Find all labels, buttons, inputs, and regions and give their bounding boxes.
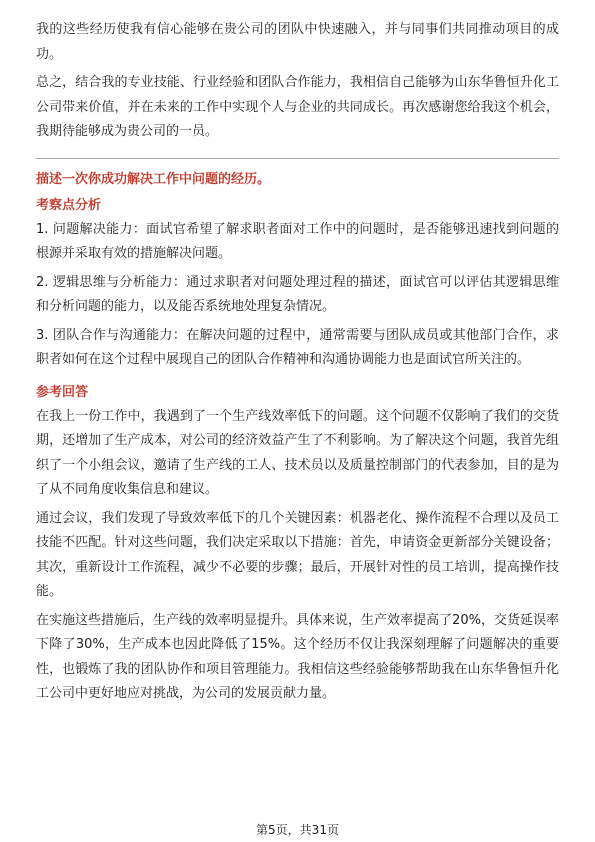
- answer-paragraph: 通过会议，我们发现了导致效率低下的几个关键因素：机器老化、操作流程不合理以及员工技能不匹配。针对这些问题，我们决定采取以下措施：首先，申请资金更新部分关键设备；其次，重新设计工作流程，减少不必要的步骤；最后，开展针对性的员工培训，提高操作技能。: [36, 510, 559, 599]
- analysis-item: 1. 问题解决能力：面试官希望了解求职者面对工作中的问题时，是否能够迅速找到问题的根源并采取有效的措施解决问题。: [36, 221, 559, 261]
- page-footer: 第5页，共31页: [256, 823, 339, 837]
- analysis-title: 考察点分析: [36, 197, 102, 213]
- question-heading: 描述一次你成功解决工作中问题的经历。: [36, 171, 271, 187]
- section-divider: [36, 158, 559, 159]
- answer-paragraph: 在我上一份工作中，我遇到了一个生产线效率低下的问题。这个问题不仅影响了我们的交货期，还增加了生产成本，对公司的经济效益产生了不利影响。为了解决这个问题，我首先组织了一个小组会议，邀请了生产线的工人、技术员以及质量控制部门的代表参加，目的是为了从不同角度收集信息和建议。: [36, 408, 559, 497]
- intro-paragraph: 我的这些经历使我有信心能够在贵公司的团队中快速融入，并与同事们共同推动项目的成功。: [36, 22, 559, 62]
- answer-title: 参考回答: [36, 384, 89, 400]
- analysis-item: 3. 团队合作与沟通能力：在解决问题的过程中，通常需要与团队成员或其他部门合作，求职者如何在这个过程中展现自己的团队合作精神和沟通协调能力也是面试官所关注的。: [36, 327, 559, 367]
- intro-paragraph: 总之，结合我的专业技能、行业经验和团队合作能力，我相信自己能够为山东华鲁恒升化工公司带来价值，并在未来的工作中实现个人与企业的共同成长。再次感谢您给我这个机会，我期待能够成为贵公司的一员。: [36, 75, 559, 139]
- document-page: [36, 18, 559, 707]
- analysis-item: 2. 逻辑思维与分析能力：通过求职者对问题处理过程的描述，面试官可以评估其逻辑思维和分析问题的能力，以及能否系统地处理复杂情况。: [36, 274, 559, 314]
- answer-paragraph: 在实施这些措施后，生产线的效率明显提升。具体来说，生产效率提高了20%，交货延误率下降了30%，生产成本也因此降低了15%。这个经历不仅让我深刻理解了问题解决的重要性，也锻炼了我的团队协作和项目管理能力。我相信这些经验能够帮助我在山东华鲁恒升化工公司中更好地应对挑战，为公司的发展贡献力量。: [36, 612, 559, 701]
